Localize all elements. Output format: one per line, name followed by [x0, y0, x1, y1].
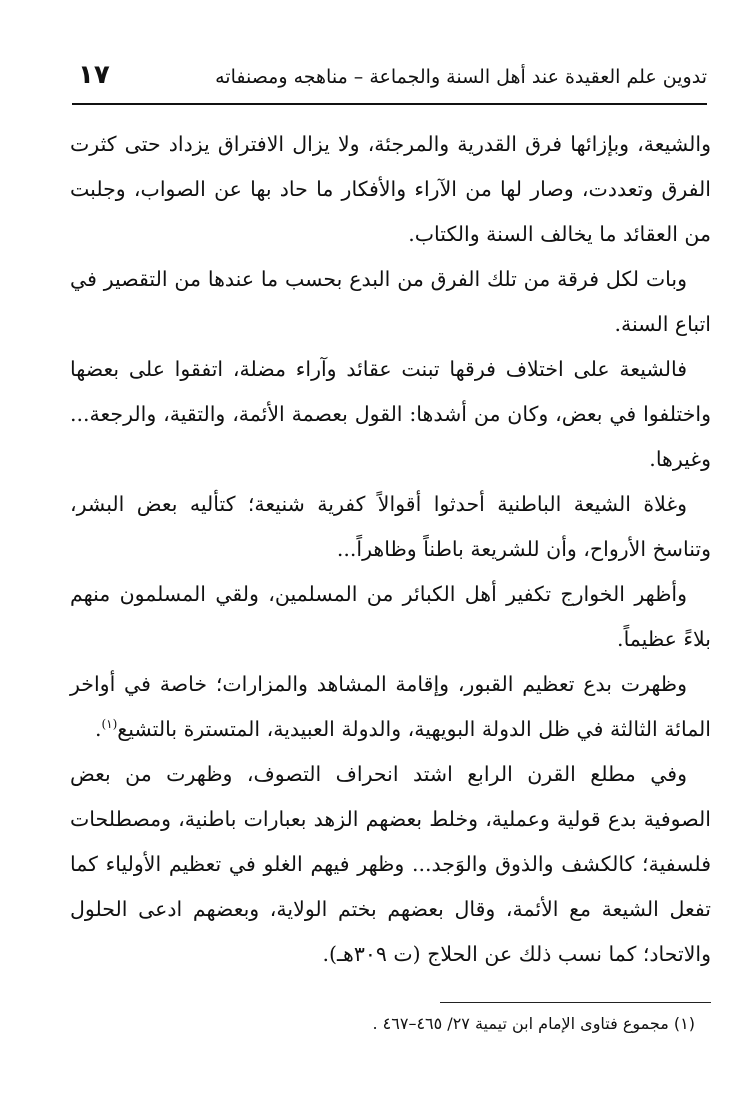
- paragraph: وبات لكل فرقة من تلك الفرق من البدع بحسب ما عندها من التقصير في اتباع السنة.: [70, 267, 711, 336]
- footnote-marker[interactable]: (١): [101, 717, 118, 732]
- paragraph: فالشيعة على اختلاف فرقها تبنت عقائد وآراء مضلة، اتفقوا على بعضها واختلفوا في بعض، وكان من أشدها: القول بعصمة الأئمة، والتقية، والرجعة... وغيرها.: [70, 357, 711, 471]
- main-text: [70, 122, 711, 977]
- paragraph: وأظهر الخوارج تكفير أهل الكبائر من المسلمين، ولقي المسلمون منهم بلاءً عظيماً.: [70, 582, 711, 651]
- header-divider: [72, 103, 707, 105]
- footnote-divider: [440, 1002, 711, 1003]
- page-number: ١٧: [78, 60, 110, 90]
- paragraph: والشيعة، وبإزائها فرق القدرية والمرجئة، ولا يزال الافتراق يزداد حتى كثرت الفرق وتعددت، وصار لها من الآراء والأفكار ما حاد بها عن الصواب، وجلبت من العقائد ما يخالف السنة والكتاب.: [70, 132, 711, 246]
- header-title: تدوين علم العقيدة عند أهل السنة والجماعة – مناهجه ومصنفاته: [215, 66, 707, 88]
- running-header: [78, 60, 707, 100]
- paragraph: وفي مطلع القرن الرابع اشتد انحراف التصوف، وظهرت من بعض الصوفية بدع قولية وعملية، وخلط بعضهم الزهد بعبارات باطنية، ومصطلحات فلسفية؛ كالكشف والذوق والوَجد... وظهر فيهم الغلو في تعظيم الأولياء كما تفعل الشيعة مع الأئمة، وقال بعضهم بختم الولاية، وبعضهم ادعى الحلول والاتحاد؛ كما نسب ذلك عن الحلاج (ت ٣٠٩هـ).: [70, 762, 711, 966]
- paragraph-text: وظهرت بدع تعظيم القبور، وإقامة المشاهد والمزارات؛ خاصة في أواخر المائة الثالثة في ظل الدولة البويهية، والدولة العبيدية، المتسترة بالتشيع: [70, 672, 711, 741]
- paragraph-with-footnote: [70, 662, 711, 752]
- paragraph-end-punctuation: .: [94, 717, 102, 741]
- paragraph: وغلاة الشيعة الباطنية أحدثوا أقوالاً كفرية شنيعة؛ كتأليه بعض البشر، وتناسخ الأرواح، وأن للشريعة باطناً وظاهراً...: [70, 492, 711, 561]
- footnote: (١) مجموع فتاوى الإمام ابن تيمية ٢٧/ ٤٦٥–٤٦٧ .: [372, 1014, 695, 1033]
